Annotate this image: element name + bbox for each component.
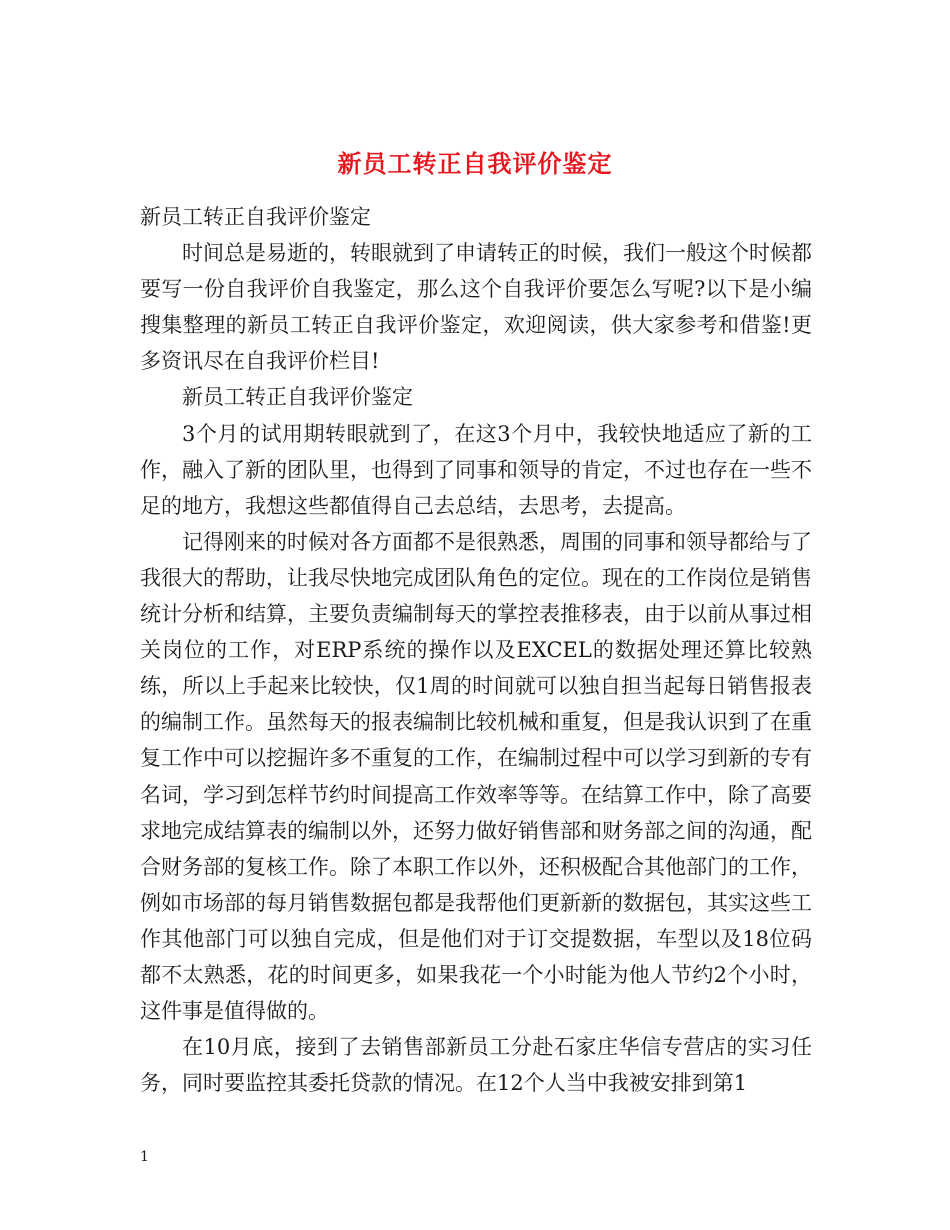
paragraph-internship: 在10月底，接到了去销售部新员工分赴石家庄华信专营店的实习任务，同时要监控其委托贷款的情况。在12个人当中我被安排到第1 [140, 1035, 812, 1096]
document-body [140, 199, 812, 1101]
page-title: 新员工转正自我评价鉴定 [337, 149, 613, 179]
page-number: 1 [140, 1149, 149, 1165]
paragraph-subtitle: 新员工转正自我评价鉴定 [140, 205, 371, 229]
paragraph-heading: 新员工转正自我评价鉴定 [182, 385, 413, 410]
paragraph-work-duties: 记得刚来的时候对各方面都不是很熟悉，周围的同事和领导都给与了我很大的帮助，让我尽快地完成团队角色的定位。现在的工作岗位是销售统计分析和结算，主要负责编制每天的掌控表推移表，由于以前从事过相关岗位的工作，对ERP系统的操作以及EXCEL的数据处理还算比较熟练，所以上手起来比较快，仅1周的时间就可以独自担当起每日销售报表的编制工作。虽然每天的报表编制比较机械和重复，但是我认识到了在重复工作中可以挖掘许多不重复的工作，在编制过程中可以学习到新的专有名词，学习到怎样节约时间提高工作效率等等。在结算工作中，除了高要求地完成结算表的编制以外，还努力做好销售部和财务部之间的沟通，配合财务部的复核工作。除了本职工作以外，还积极配合其他部门的工作，例如市场部的每月销售数据包都是我帮他们更新新的数据包，其实这些工作其他部门可以独自完成，但是他们对于订交提数据，车型以及18位码都不太熟悉，花的时间更多，如果我花一个小时能为他人节约2个小时，这件事是值得做的。 [140, 529, 812, 1024]
paragraph-intro: 时间总是易逝的，转眼就到了申请转正的时候，我们一般这个时候都要写一份自我评价自我鉴定，那么这个自我评价要怎么写呢?以下是小编搜集整理的新员工转正自我评价鉴定，欢迎阅读，供大家参考和借鉴!更多资讯尽在自我评价栏目! [140, 241, 812, 374]
paragraph-probation: 3个月的试用期转眼就到了，在这3个月中，我较快地适应了新的工作，融入了新的团队里，也得到了同事和领导的肯定，不过也存在一些不足的地方，我想这些都值得自己去总结，去思考，去提高。 [140, 421, 812, 518]
